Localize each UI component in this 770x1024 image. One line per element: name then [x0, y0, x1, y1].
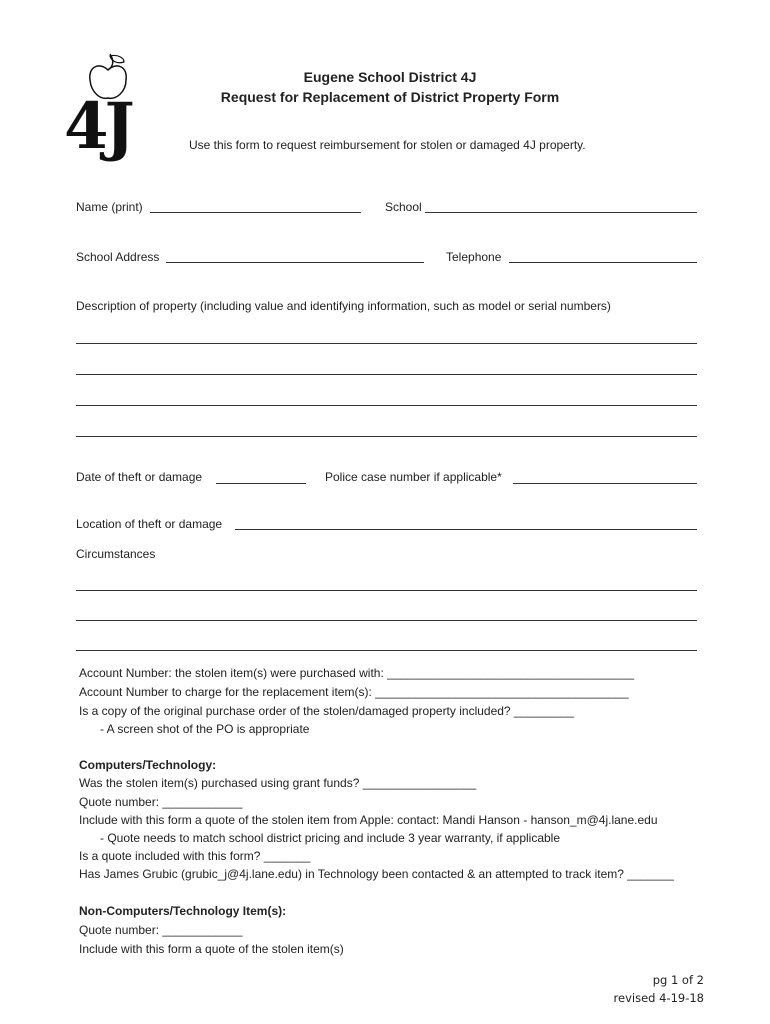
description-label: Description of property (including value and identifying information, such as model or serial numbers)	[76, 299, 611, 313]
description-line[interactable]	[76, 343, 697, 344]
address-field[interactable]	[166, 262, 424, 263]
non-computers-quote-number: Quote number: ____________	[79, 923, 243, 937]
non-computers-heading: Non-Computers/Technology Item(s):	[79, 904, 287, 918]
address-label: School Address	[76, 250, 160, 264]
grant-question: Was the stolen item(s) purchased using grant funds? _________________	[79, 776, 477, 790]
revised-date: revised 4-19-18	[613, 991, 704, 1005]
police-field[interactable]	[513, 483, 697, 484]
logo-text: 4J	[64, 89, 131, 164]
description-line[interactable]	[76, 405, 697, 406]
form-title: Request for Replacement of District Property Form	[220, 89, 560, 105]
name-field[interactable]	[150, 212, 361, 213]
circumstances-line[interactable]	[76, 590, 697, 591]
po-note: - A screen shot of the PO is appropriate	[100, 722, 310, 736]
police-label: Police case number if applicable*	[325, 470, 502, 484]
apple-quote-note: - Quote needs to match school district pricing and include 3 year warranty, if applicable	[100, 831, 561, 845]
date-label: Date of theft or damage	[76, 470, 203, 484]
date-field[interactable]	[216, 483, 306, 484]
name-label: Name (print)	[76, 200, 143, 214]
description-line[interactable]	[76, 374, 697, 375]
account-charge-line: Account Number to charge for the replacement item(s): ______________________________________	[79, 685, 629, 699]
location-field[interactable]	[235, 529, 697, 530]
description-line[interactable]	[76, 436, 697, 437]
non-computers-quote-note: Include with this form a quote of the stolen item(s)	[79, 942, 344, 956]
telephone-label: Telephone	[446, 250, 502, 264]
account-purchased-line: Account Number: the stolen item(s) were purchased with: _____________________________________	[79, 666, 635, 680]
circumstances-label: Circumstances	[76, 547, 156, 561]
school-field[interactable]	[425, 212, 697, 213]
circumstances-line[interactable]	[76, 650, 697, 651]
circumstances-line[interactable]	[76, 620, 697, 621]
org-title: Eugene School District 4J	[303, 69, 477, 85]
computers-quote-number: Quote number: ____________	[79, 795, 243, 809]
computers-heading: Computers/Technology:	[79, 758, 217, 772]
po-copy-question: Is a copy of the original purchase order of the stolen/damaged property included? _________	[79, 704, 574, 718]
instructions-text: Use this form to request reimbursement for stolen or damaged 4J property.	[189, 138, 586, 152]
school-label: School	[385, 200, 422, 214]
telephone-field[interactable]	[509, 262, 697, 263]
location-label: Location of theft or damage	[76, 517, 223, 531]
district-logo	[62, 52, 132, 174]
page-number: pg 1 of 2	[652, 973, 704, 987]
quote-included-question: Is a quote included with this form? _______	[79, 849, 311, 863]
apple-quote-instruction: Include with this form a quote of the stolen item from Apple: contact: Mandi Hanson - hanson_m@4j.lane.edu	[79, 813, 658, 827]
grubic-question: Has James Grubic (grubic_j@4j.lane.edu) in Technology been contacted & an attempted to track item? _______	[79, 867, 674, 881]
